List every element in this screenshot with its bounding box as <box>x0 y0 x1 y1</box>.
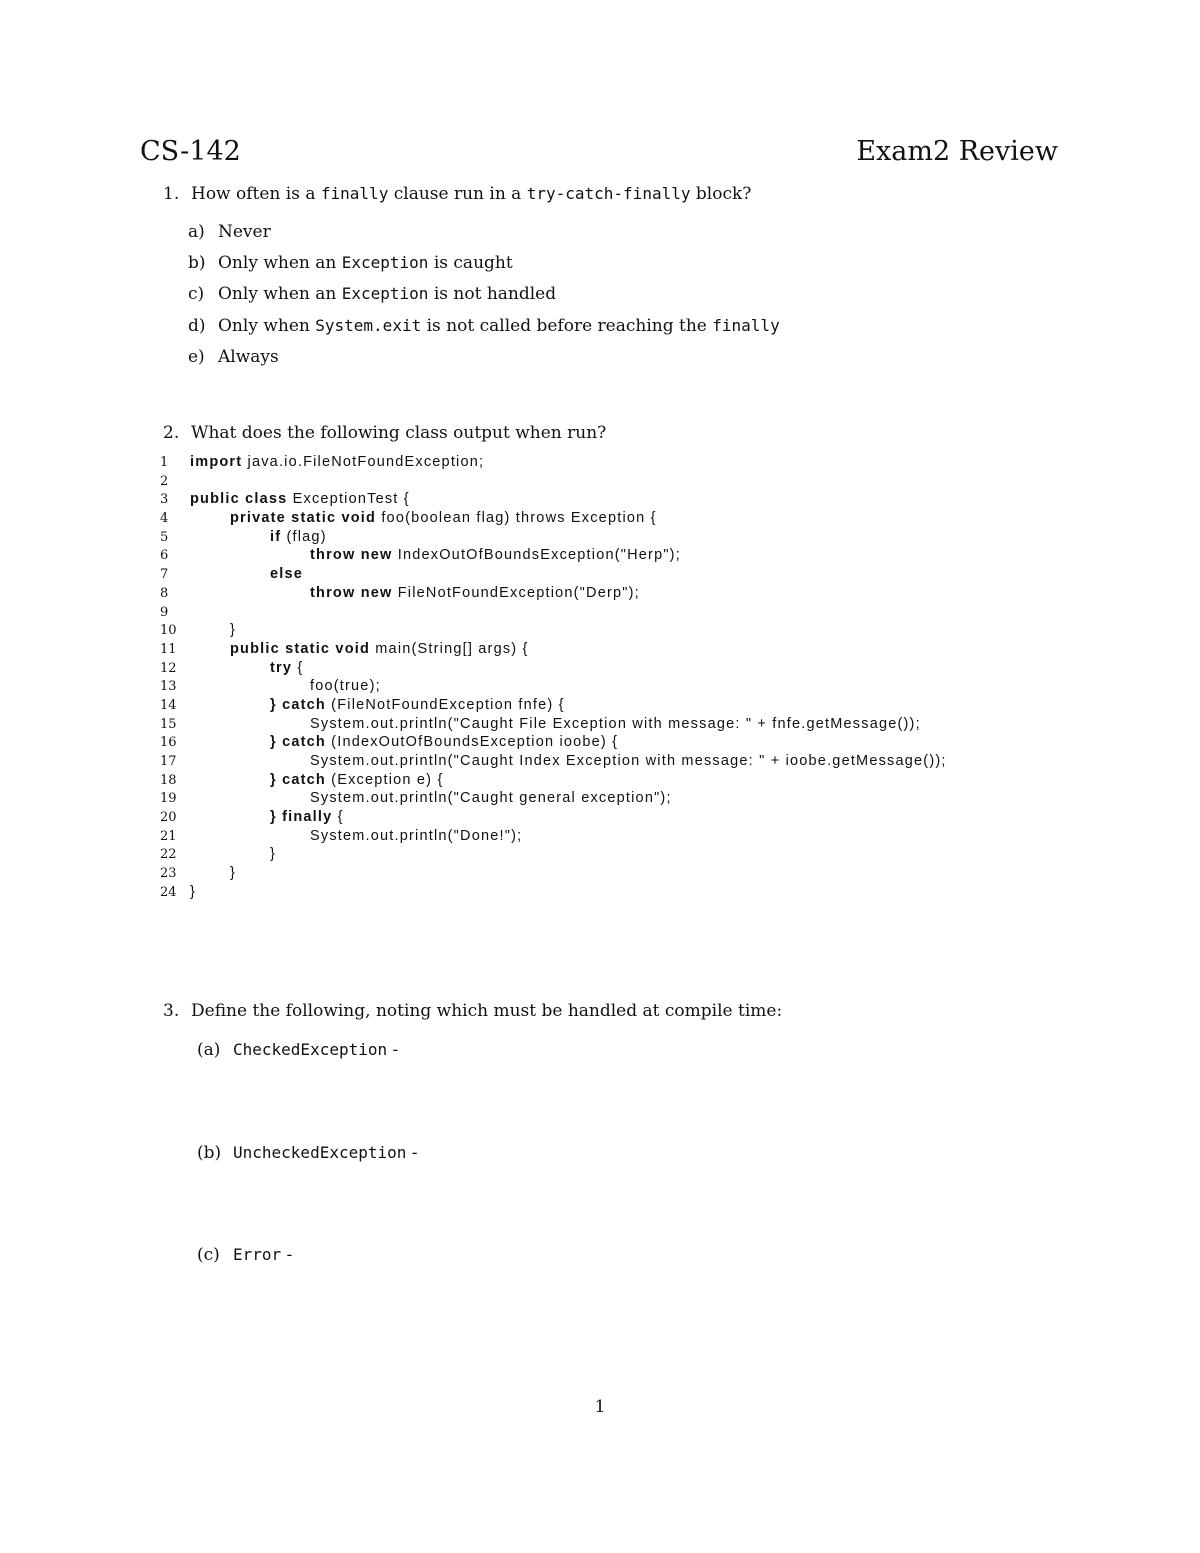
code-text <box>190 547 681 563</box>
code-line <box>160 827 947 846</box>
code-text <box>190 622 236 638</box>
code-rest: { <box>332 809 344 826</box>
code-line <box>160 453 947 472</box>
question-text: Define the following, noting which must be handled at compile time: <box>191 1001 783 1021</box>
code-text <box>190 716 921 732</box>
code-line <box>160 546 947 565</box>
question-text: What does the following class output when run? <box>191 423 607 443</box>
option-e: e) Always <box>188 347 279 367</box>
code-line <box>160 715 947 734</box>
course-title: CS-142 <box>140 136 241 167</box>
code-line <box>160 565 947 584</box>
code-text <box>190 697 565 713</box>
code-line <box>160 696 947 715</box>
code-keyword: throw new <box>310 584 393 601</box>
code-rest: System.out.println("Done!"); <box>310 827 523 844</box>
code-text <box>190 865 236 881</box>
code-keyword: } finally <box>270 809 333 826</box>
code-rest: } <box>230 622 237 639</box>
definition-item-c: (c) Error - <box>197 1245 293 1265</box>
code-rest: (FileNotFoundException fnfe) { <box>325 696 565 713</box>
line-number: 10 <box>160 623 177 639</box>
code-rest: { <box>292 659 304 676</box>
code-text <box>190 529 327 545</box>
code-line <box>160 621 947 640</box>
line-number: 15 <box>160 716 177 732</box>
option-d: d) Only when System.exit is not called before reaching the finally <box>188 316 780 336</box>
question-text-part: clause run in a <box>388 184 527 204</box>
line-number: 3 <box>160 492 169 508</box>
line-number: 20 <box>160 810 177 826</box>
document-title: Exam2 Review <box>856 136 1058 167</box>
code-rest: System.out.println("Caught general exception"); <box>310 790 672 807</box>
question-code-term: try-catch-finally <box>526 184 691 203</box>
question-3 <box>163 1001 782 1021</box>
code-keyword: public static void <box>230 640 371 657</box>
code-rest: } <box>270 846 277 863</box>
question-code-term: finally <box>320 184 389 203</box>
code-text <box>190 491 410 507</box>
code-text <box>190 846 276 862</box>
code-rest: System.out.println("Caught File Exception with message: " + fnfe.getMessage()); <box>310 715 921 732</box>
code-line <box>160 752 947 771</box>
code-keyword: throw new <box>310 547 393 564</box>
code-text <box>190 510 657 526</box>
code-rest: } <box>190 883 197 900</box>
code-rest: System.out.println("Caught Index Exception with message: " + ioobe.getMessage()); <box>310 753 947 769</box>
code-rest: main(String[] args) { <box>370 640 529 657</box>
line-number: 9 <box>160 604 169 620</box>
code-text <box>190 772 443 788</box>
code-keyword: import <box>190 454 243 470</box>
definition-term: Error <box>233 1245 282 1264</box>
code-line <box>160 883 947 902</box>
line-number: 4 <box>160 511 169 527</box>
line-number: 23 <box>160 866 177 882</box>
code-text <box>190 585 640 601</box>
code-text <box>190 790 672 806</box>
code-line <box>160 864 947 883</box>
line-number: 22 <box>160 847 177 863</box>
code-rest: (flag) <box>281 528 327 545</box>
code-line <box>160 733 947 752</box>
code-text <box>190 660 303 676</box>
code-line <box>160 845 947 864</box>
line-number: 2 <box>160 473 169 489</box>
line-number: 14 <box>160 697 177 713</box>
code-line <box>160 808 947 827</box>
code-keyword: } catch <box>270 696 326 713</box>
definition-item-b: (b) UncheckedException - <box>197 1143 418 1163</box>
line-number: 11 <box>160 641 177 657</box>
code-line <box>160 659 947 678</box>
code-line <box>160 771 947 790</box>
question-text-part: block? <box>690 184 752 204</box>
line-number: 12 <box>160 660 177 676</box>
code-text <box>190 641 529 657</box>
page-number: 1 <box>594 1397 606 1417</box>
code-rest: foo(boolean flag) throws Exception { <box>376 510 657 527</box>
line-number: 16 <box>160 735 177 751</box>
code-line <box>160 472 947 491</box>
code-rest: ExceptionTest { <box>287 491 410 508</box>
code-line <box>160 789 947 808</box>
code-keyword: if <box>270 528 282 545</box>
code-text <box>190 566 303 582</box>
code-keyword: try <box>270 659 293 676</box>
code-rest: } <box>230 865 237 882</box>
code-text <box>190 734 618 750</box>
line-number: 1 <box>160 455 169 470</box>
question-1 <box>163 184 751 204</box>
definition-item-a: (a) CheckedException - <box>197 1040 399 1060</box>
code-keyword: else <box>270 566 304 583</box>
line-number: 18 <box>160 772 177 788</box>
code-keyword: public class <box>190 491 288 508</box>
code-rest: IndexOutOfBoundsException("Herp"); <box>392 547 681 564</box>
line-number: 7 <box>160 567 169 583</box>
code-text <box>190 809 344 825</box>
line-number: 5 <box>160 529 169 545</box>
code-line <box>160 528 947 547</box>
code-keyword: private static void <box>230 510 377 527</box>
code-rest: (Exception e) { <box>325 771 444 788</box>
option-c: c) Only when an Exception is not handled <box>188 284 557 304</box>
code-text <box>190 678 381 694</box>
line-number: 24 <box>160 884 177 900</box>
line-number: 19 <box>160 791 177 807</box>
code-listing <box>160 453 947 902</box>
code-line <box>160 584 947 603</box>
code-keyword: } catch <box>270 771 326 788</box>
code-line <box>160 603 947 622</box>
line-number: 8 <box>160 585 169 601</box>
code-rest: foo(true); <box>310 678 381 695</box>
code-line <box>160 640 947 659</box>
line-number: 21 <box>160 828 177 844</box>
code-rest: java.io.FileNotFoundException; <box>242 454 485 470</box>
code-line <box>160 490 947 509</box>
code-rest: (IndexOutOfBoundsException ioobe) { <box>325 734 619 751</box>
option-a: a) Never <box>188 222 271 242</box>
code-text <box>190 884 196 900</box>
definition-term: CheckedException <box>233 1040 388 1059</box>
code-line <box>160 509 947 528</box>
line-number: 17 <box>160 754 177 769</box>
code-rest: FileNotFoundException("Derp"); <box>392 584 640 601</box>
definition-term: UncheckedException <box>233 1143 407 1162</box>
question-number: 3. <box>163 1001 180 1021</box>
code-keyword: } catch <box>270 734 326 751</box>
code-text <box>190 454 484 470</box>
line-number: 13 <box>160 679 177 695</box>
option-b: b) Only when an Exception is caught <box>188 253 513 273</box>
question-number: 2. <box>163 423 180 443</box>
line-number: 6 <box>160 548 169 564</box>
question-number: 1. <box>163 184 180 204</box>
code-text <box>190 753 947 769</box>
question-text-part: How often is a <box>191 184 321 204</box>
question-2 <box>163 423 606 443</box>
code-line <box>160 677 947 696</box>
code-text <box>190 828 522 844</box>
